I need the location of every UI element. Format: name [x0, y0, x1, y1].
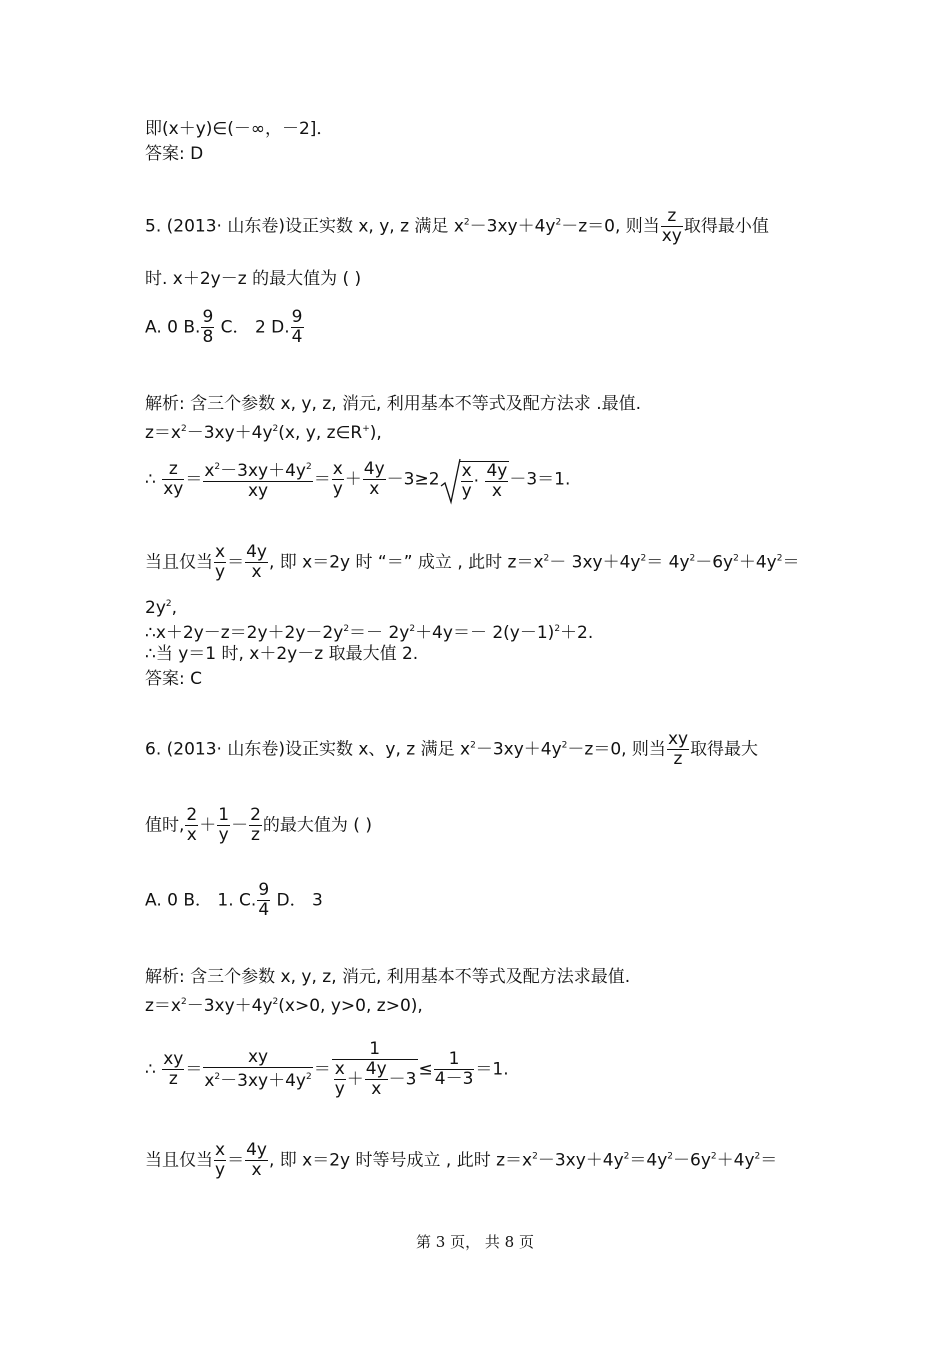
q6-analysis-2: $z=x^2-3xy+4y^2(x>0$, y>0, z>0),: [145, 996, 423, 1016]
q6-analysis-3: ∴ $\frac{xy}{z}$ ＝ $\frac{xy}{x^2-3xy+4y^2}$ ＝ 1 $\frac{x}{y}$ ＋ $\frac{4y}{x}$ －3 ≤ $\frac{1}{4-3}$ ＝1.: [145, 1039, 509, 1099]
text-line: 即(x＋y)∈(－∞，－2]．: [145, 119, 334, 139]
fraction-xy-over-z: $\frac{xy}{z}$: [667, 729, 689, 769]
q5-analysis-5: $2y^2$,: [145, 598, 178, 618]
answer-line: 答案: D: [145, 144, 204, 164]
fraction-9-over-4: $\frac{9}{4}$: [291, 307, 303, 347]
q5-analysis-1: 解析: 含三个参数 x, y, z, 消元, 利用基本不等式及配方法求 .最值.: [145, 394, 642, 414]
q6-options: A. 0 B． 1. C. $\frac{9}{4}$ D． 3: [145, 880, 323, 920]
q5-stem-2: 时. x＋2y－z 的最大值为 ( ): [145, 269, 362, 289]
fraction-z-over-xy: $\frac{z}{xy}$: [661, 206, 682, 246]
q5-stem: 5. (2013· 山东卷)设正实数 x, y, z 满足 $x^2-3xy+4y^2-z=0$, 则当 $\frac{z}{xy}$ 取得最小值: [145, 206, 769, 246]
q5-analysis-4: 当且仅当 $\frac{x}{y}$ ＝ $\frac{4y}{x}$ , 即 x＝2y 时 “＝” 成立 , 此时 $z=x^2- 3xy+4y^2= 4y^2-6y^2+4y^2=$: [145, 542, 800, 582]
compound-fraction: 1 $\frac{x}{y}$ ＋ $\frac{4y}{x}$ －3: [332, 1040, 418, 1099]
page-footer: 第 3 页， 共 8 页: [416, 1233, 534, 1251]
square-root: $\frac{x}{y}$ · $\frac{4y}{x}$: [440, 458, 510, 501]
q5-analysis-2: $z=x^2-3xy+4y^2(x$, y, z∈R+),: [145, 423, 382, 443]
q6-stem-2: 值时, $\frac{2}{x}$ ＋ $\frac{1}{y}$ － $\frac{2}{z}$ 的最大值为 ( ): [145, 805, 372, 845]
q5-analysis-7: ∴当 y＝1 时, x＋2y－z 取最大值 2.: [145, 644, 419, 664]
q6-analysis-1: 解析: 含三个参数 x, y, z, 消元, 利用基本不等式及配方法求最值.: [145, 967, 631, 987]
q6-stem: 6. (2013· 山东卷)设正实数 x、y, z 满足 $x^2-3xy+4y^2-z=0$, 则当 $\frac{xy}{z}$ 取得最大: [145, 729, 759, 769]
fraction-9-over-8: $\frac{9}{8}$: [202, 307, 214, 347]
fraction-9-over-4: $\frac{9}{4}$: [258, 880, 270, 920]
q5-analysis-6: $\therefore x+2y-z=2y+2y-2y^2=- 2y^2+4y=- 2(y-1)^2+2$.: [145, 623, 594, 643]
q5-options: A. 0 B. $\frac{9}{8}$ C． 2 D. $\frac{9}{4}$: [145, 307, 303, 347]
q5-answer: 答案: C: [145, 669, 203, 689]
q6-analysis-4: 当且仅当 $\frac{x}{y}$ ＝ $\frac{4y}{x}$ , 即 x＝2y 时等号成立 , 此时 $z=x^2-3xy+4y^2=4y^2-6y^2+4y^2=$: [145, 1140, 778, 1180]
q5-analysis-3: ∴ $\frac{z}{xy}$ ＝ $\frac{x^2-3xy+4y^2}{xy}$ ＝ $\frac{x}{y}$ ＋ $\frac{4y}{x}$ －3≥2 $\frac{x}{y}$ · $\frac{4y}{x}$ －3＝1.: [145, 459, 571, 501]
